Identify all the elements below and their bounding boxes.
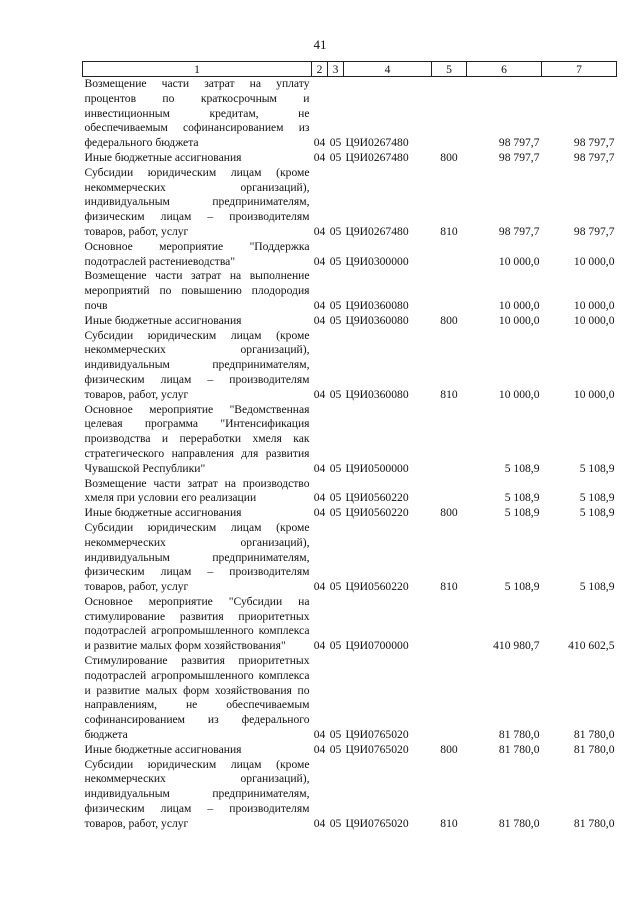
row-amount-year2: 5 108,9 bbox=[579, 491, 615, 505]
row-name: Субсидии юридическим лицам (кроме некоммерческих организаций), индивидуальным предпринимателям, физическим лицам – производителям товаров, работ, услуг bbox=[84, 757, 310, 830]
row-name: Иные бюджетные ассигнования bbox=[84, 742, 242, 756]
row-amount-year2: 410 602,5 bbox=[568, 639, 615, 653]
table-row bbox=[83, 269, 617, 313]
row-section: 04 bbox=[313, 298, 326, 312]
row-name: Иные бюджетные ассигнования bbox=[84, 150, 242, 164]
table-row bbox=[83, 506, 617, 521]
row-expense-type: 810 bbox=[440, 224, 458, 238]
row-subsection: 05 bbox=[329, 224, 342, 238]
row-target-article: Ц9И0765020 bbox=[345, 742, 409, 756]
table-row bbox=[83, 758, 617, 832]
row-expense-type bbox=[432, 654, 467, 743]
row-amount-year2: 10 000,0 bbox=[573, 254, 615, 268]
row-amount-year2: 10 000,0 bbox=[573, 387, 615, 401]
row-expense-type bbox=[432, 77, 467, 151]
row-expense-type bbox=[432, 595, 467, 654]
row-amount-year1: 10 000,0 bbox=[498, 298, 540, 312]
row-name: Основное мероприятие "Ведомственная целевая программа "Интенсификация производства и переработки хмеля как стратегического направления для развития Чувашской Республики" bbox=[84, 402, 310, 475]
row-amount-year2: 98 797,7 bbox=[573, 150, 615, 164]
table-row bbox=[83, 477, 617, 507]
row-section: 04 bbox=[313, 742, 326, 756]
column-header: 4 bbox=[344, 62, 432, 77]
row-subsection: 05 bbox=[329, 298, 342, 312]
row-amount-year1: 10 000,0 bbox=[498, 313, 540, 327]
row-amount-year1: 81 780,0 bbox=[498, 742, 540, 756]
table-body bbox=[83, 77, 617, 832]
row-expense-type: 800 bbox=[440, 150, 458, 164]
table-row bbox=[83, 166, 617, 240]
row-expense-type: 810 bbox=[440, 816, 458, 830]
row-expense-type bbox=[432, 240, 467, 270]
column-header: 5 bbox=[432, 62, 467, 77]
row-amount-year1: 5 108,9 bbox=[504, 491, 540, 505]
table-row bbox=[83, 654, 617, 743]
row-amount-year2: 98 797,7 bbox=[573, 136, 615, 150]
row-subsection: 05 bbox=[329, 639, 342, 653]
column-header: 7 bbox=[542, 62, 617, 77]
row-amount-year2: 5 108,9 bbox=[579, 580, 615, 594]
row-subsection: 05 bbox=[329, 816, 342, 830]
row-amount-year2: 81 780,0 bbox=[573, 816, 615, 830]
row-target-article: Ц9И0765020 bbox=[345, 728, 409, 742]
row-amount-year1: 5 108,9 bbox=[504, 506, 540, 520]
row-subsection: 05 bbox=[329, 150, 342, 164]
row-name: Возмещение части затрат на уплату процентов по краткосрочным и инвестиционным кредитам, не обеспечиваемым софинансированием из федерального бюджета bbox=[84, 77, 310, 150]
row-subsection: 05 bbox=[329, 313, 342, 327]
page-number: 41 bbox=[313, 37, 327, 52]
table-row bbox=[83, 595, 617, 654]
row-target-article: Ц9И0267480 bbox=[345, 224, 409, 238]
row-expense-type: 810 bbox=[440, 580, 458, 594]
table-row bbox=[83, 403, 617, 477]
row-amount-year2: 10 000,0 bbox=[573, 298, 615, 312]
column-header: 1 bbox=[83, 62, 312, 77]
row-subsection: 05 bbox=[329, 491, 342, 505]
row-section: 04 bbox=[313, 491, 326, 505]
row-target-article: Ц9И0765020 bbox=[345, 816, 409, 830]
row-name: Возмещение части затрат на производство хмеля при условии его реализации bbox=[84, 476, 310, 505]
row-target-article: Ц9И0300000 bbox=[345, 254, 409, 268]
row-target-article: Ц9И0560220 bbox=[345, 580, 409, 594]
row-section: 04 bbox=[313, 639, 326, 653]
row-section: 04 bbox=[313, 728, 326, 742]
row-amount-year2: 81 780,0 bbox=[573, 742, 615, 756]
table-row bbox=[83, 329, 617, 403]
row-name: Субсидии юридическим лицам (кроме некоммерческих организаций), индивидуальным предпринимателям, физическим лицам – производителям товаров, работ, услуг bbox=[84, 165, 310, 238]
row-amount-year1: 81 780,0 bbox=[498, 816, 540, 830]
row-subsection: 05 bbox=[329, 728, 342, 742]
column-header: 2 bbox=[312, 62, 328, 77]
row-name: Стимулирование развития приоритетных подотраслей агропромышленного комплекса и развитие малых форм хозяйствования по направлениям, не обеспечиваемым софинансированием из федерального бюджета bbox=[84, 654, 310, 742]
row-subsection: 05 bbox=[329, 254, 342, 268]
row-subsection: 05 bbox=[329, 136, 342, 150]
row-name: Основное мероприятие "Субсидии на стимулирование развития приоритетных подотраслей агропромышленного комплекса и развитие малых форм хозяйствования" bbox=[84, 594, 310, 653]
row-target-article: Ц9И0360080 bbox=[345, 298, 409, 312]
row-section: 04 bbox=[313, 506, 326, 520]
row-amount-year2: 98 797,7 bbox=[573, 224, 615, 238]
table-row bbox=[83, 77, 617, 151]
row-target-article: Ц9И0267480 bbox=[345, 136, 409, 150]
row-subsection: 05 bbox=[329, 461, 342, 475]
row-amount-year2: 10 000,0 bbox=[573, 313, 615, 327]
row-amount-year1: 98 797,7 bbox=[498, 150, 540, 164]
row-amount-year1: 5 108,9 bbox=[504, 580, 540, 594]
row-name: Возмещение части затрат на выполнение мероприятий по повышению плодородия почв bbox=[84, 269, 310, 312]
row-subsection: 05 bbox=[329, 506, 342, 520]
column-header: 6 bbox=[467, 62, 542, 77]
row-name: Субсидии юридическим лицам (кроме некоммерческих организаций), индивидуальным предпринимателям, физическим лицам – производителям товаров, работ, услуг bbox=[84, 328, 310, 401]
row-target-article: Ц9И0267480 bbox=[345, 150, 409, 164]
row-target-article: Ц9И0560220 bbox=[345, 491, 409, 505]
row-expense-type: 800 bbox=[440, 742, 458, 756]
row-target-article: Ц9И0560220 bbox=[345, 506, 409, 520]
row-section: 04 bbox=[313, 387, 326, 401]
row-name: Иные бюджетные ассигнования bbox=[84, 506, 242, 520]
row-expense-type: 810 bbox=[440, 387, 458, 401]
row-expense-type: 800 bbox=[440, 313, 458, 327]
row-amount-year1: 5 108,9 bbox=[504, 461, 540, 475]
table-row bbox=[83, 314, 617, 329]
column-header: 3 bbox=[328, 62, 344, 77]
row-section: 04 bbox=[313, 313, 326, 327]
table-row bbox=[83, 240, 617, 270]
row-target-article: Ц9И0700000 bbox=[345, 639, 409, 653]
row-amount-year2: 81 780,0 bbox=[573, 728, 615, 742]
row-name: Основное мероприятие "Поддержка подотраслей растениеводства" bbox=[84, 239, 310, 268]
row-section: 04 bbox=[313, 254, 326, 268]
row-section: 04 bbox=[313, 461, 326, 475]
budget-table bbox=[82, 61, 617, 832]
row-subsection: 05 bbox=[329, 580, 342, 594]
row-section: 04 bbox=[313, 150, 326, 164]
row-subsection: 05 bbox=[329, 387, 342, 401]
row-section: 04 bbox=[313, 580, 326, 594]
row-target-article: Ц9И0360080 bbox=[345, 313, 409, 327]
row-expense-type: 800 bbox=[440, 506, 458, 520]
row-section: 04 bbox=[313, 816, 326, 830]
table-header-row bbox=[83, 62, 617, 77]
table-row bbox=[83, 743, 617, 758]
row-name: Субсидии юридическим лицам (кроме некоммерческих организаций), индивидуальным предпринимателям, физическим лицам – производителям товаров, работ, услуг bbox=[84, 520, 310, 594]
row-amount-year2: 5 108,9 bbox=[579, 461, 615, 475]
row-amount-year1: 10 000,0 bbox=[498, 387, 540, 401]
row-subsection: 05 bbox=[329, 742, 342, 756]
row-target-article: Ц9И0360080 bbox=[345, 387, 409, 401]
row-amount-year1: 410 980,7 bbox=[493, 639, 540, 653]
row-name: Иные бюджетные ассигнования bbox=[84, 313, 242, 327]
row-amount-year1: 81 780,0 bbox=[498, 728, 540, 742]
row-expense-type bbox=[432, 269, 467, 313]
row-expense-type bbox=[432, 477, 467, 507]
row-amount-year1: 98 797,7 bbox=[498, 136, 540, 150]
row-target-article: Ц9И0500000 bbox=[345, 461, 409, 475]
row-amount-year2: 5 108,9 bbox=[579, 506, 615, 520]
table-row bbox=[83, 151, 617, 166]
row-section: 04 bbox=[313, 224, 326, 238]
row-section: 04 bbox=[313, 136, 326, 150]
table-row bbox=[83, 521, 617, 595]
row-expense-type bbox=[432, 403, 467, 477]
row-amount-year1: 10 000,0 bbox=[498, 254, 540, 268]
row-amount-year1: 98 797,7 bbox=[498, 224, 540, 238]
